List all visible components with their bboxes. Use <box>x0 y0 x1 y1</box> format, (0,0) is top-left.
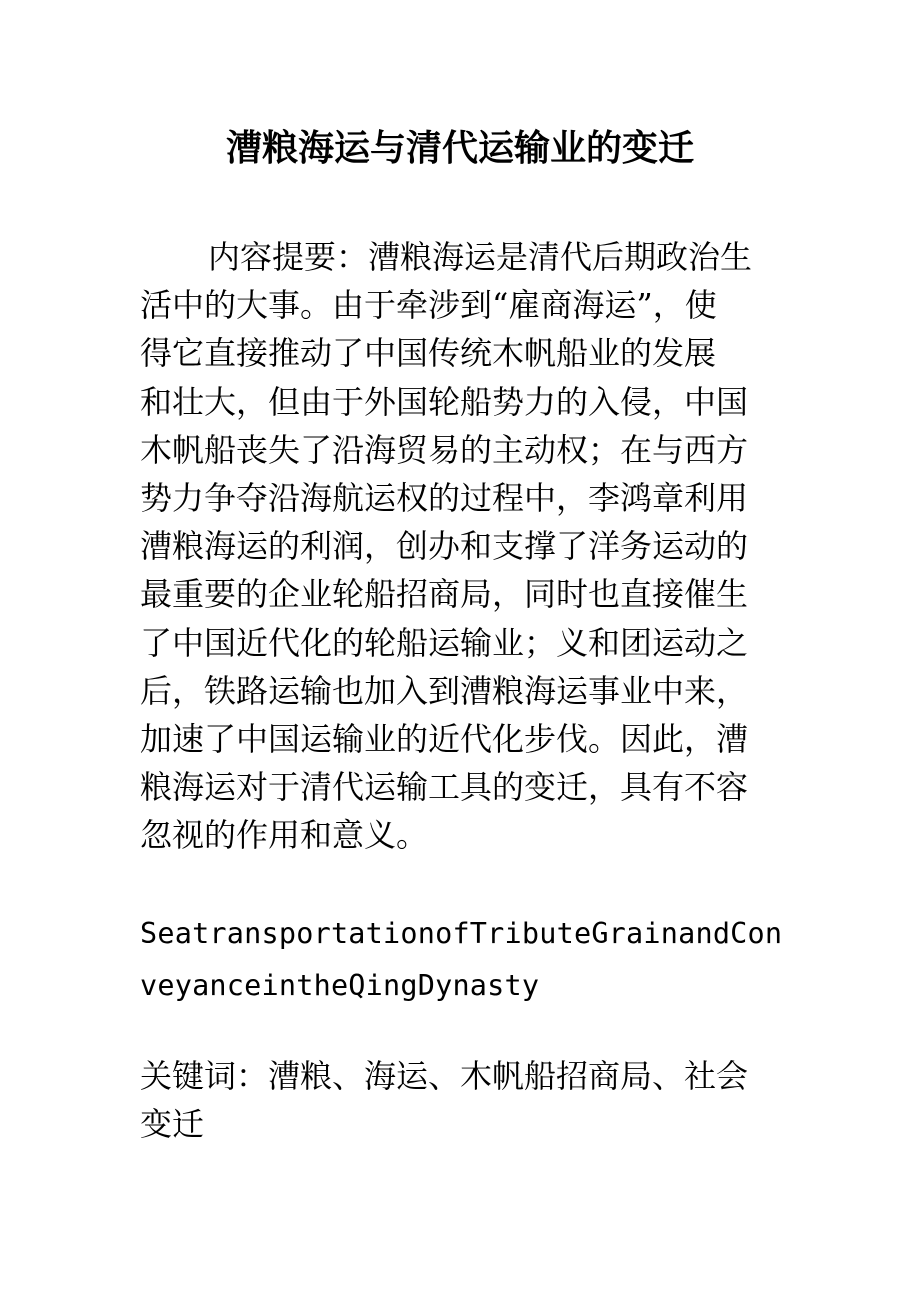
keywords-line: 关键词：漕粮、海运、木帆船招商局、社会 <box>140 1057 749 1095</box>
abstract-line: 和壮大，但由于外国轮船势力的入侵，中国 <box>140 382 749 421</box>
abstract-line: 势力争夺沿海航运权的过程中，李鸿章利用 <box>140 479 749 518</box>
abstract-line: 粮海运对于清代运输工具的变迁，具有不容 <box>140 768 749 807</box>
abstract-paragraph <box>140 233 790 860</box>
abstract-line: 了中国近代化的轮船运输业；义和团运动之 <box>140 623 749 662</box>
abstract-line: 最重要的企业轮船招商局，同时也直接催生 <box>140 575 749 614</box>
abstract-line: 加速了中国运输业的近代化步伐。因此，漕 <box>140 720 749 759</box>
document-title: 漕粮海运与清代运输业的变迁 <box>225 127 694 169</box>
english-title-line: veyanceintheQingDynasty <box>140 969 540 1002</box>
abstract-line: 漕粮海运的利润，创办和支撑了洋务运动的 <box>140 527 749 566</box>
abstract-line: 活中的大事。由于牵涉到“雇商海运”，使 <box>140 286 717 325</box>
abstract-line: 得它直接推动了中国传统木帆船业的发展 <box>140 334 717 373</box>
abstract-line: 忽视的作用和意义。 <box>140 816 429 855</box>
english-title-line: SeatransportationofTributeGrainandCon <box>140 917 783 950</box>
keywords-line: 变迁 <box>140 1105 205 1143</box>
abstract-line: 内容提要：漕粮海运是清代后期政治生 <box>208 238 753 276</box>
keywords <box>140 1052 790 1148</box>
english-title <box>140 908 790 1012</box>
abstract-line: 后，铁路运输也加入到漕粮海运事业中来， <box>140 671 749 710</box>
abstract-line: 木帆船丧失了沿海贸易的主动权；在与西方 <box>140 430 749 469</box>
